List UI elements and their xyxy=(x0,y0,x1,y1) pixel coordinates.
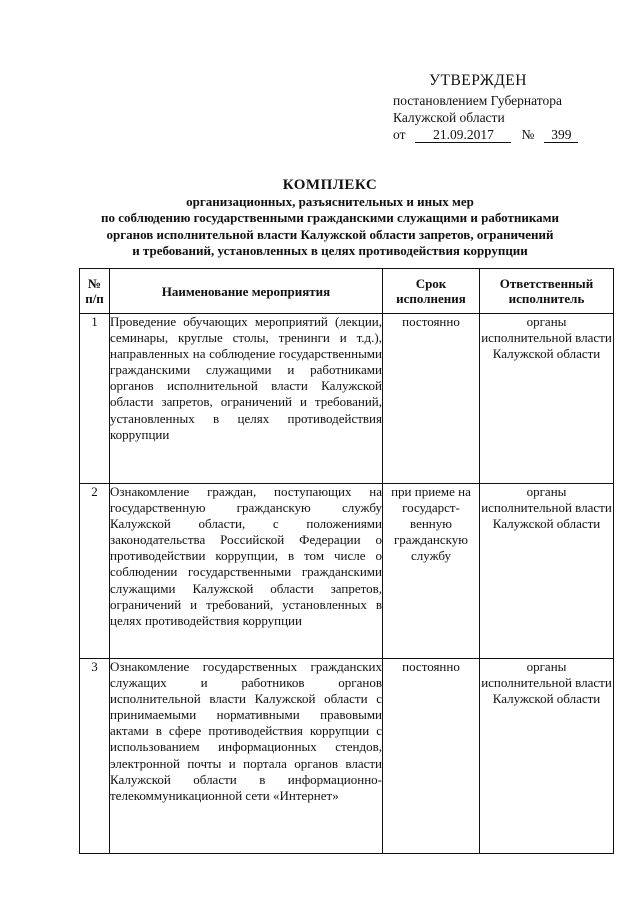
heading-line-2: по соблюдению государственными гражданскими служащими и работниками xyxy=(100,210,559,226)
row-responsible: органы исполнительной власти Калужской области xyxy=(480,314,614,484)
document-heading xyxy=(80,176,580,260)
column-header-responsible-line1: Ответственный xyxy=(499,276,594,291)
approval-stamp xyxy=(393,72,613,143)
column-header-number-line2: п/п xyxy=(85,291,104,306)
approval-date: 21.09.2017 xyxy=(415,127,511,143)
row-term: постоянно xyxy=(383,659,480,854)
heading-line-3: органов исполнительной власти Калужской области запретов, ограничений xyxy=(106,226,554,242)
column-header-name: Наименование мероприятия xyxy=(110,269,383,314)
heading-line-4: и требований, установленных в целях противодействия коррупции xyxy=(132,243,528,259)
column-header-term xyxy=(383,269,480,314)
row-number: 1 xyxy=(80,314,110,484)
number-label: № xyxy=(521,127,535,142)
approval-line-1: постановлением Губернатора xyxy=(393,93,562,108)
column-header-number xyxy=(80,269,110,314)
table-row xyxy=(80,314,614,484)
row-measure-name: Ознакомление государственных гражданских служащих и работников органов исполнительной власти Калужской области с принимаемыми нормативными правовыми актами в сфере противодействия коррупции с использованием информационных стендов, электронной почты и портала органов власти Калужской области в информационно-телекоммуникационной сети «Интернет» xyxy=(110,659,383,854)
approval-line-2: Калужской области xyxy=(393,110,505,125)
row-measure-name: Ознакомление граждан, поступающих на государственную гражданскую службу Калужской области, с положениями законодательства Российской Федерации о противодействии коррупции, в том числе о соблюдении государственными гражданскими служащими Калужской области запретов, ограничений и требований, установленных в целях противодействия коррупции xyxy=(110,484,383,659)
document-title: КОМПЛЕКС xyxy=(282,177,378,193)
approval-number: 399 xyxy=(544,127,578,143)
heading-line-1: организационных, разъяснительных и иных мер xyxy=(186,194,474,209)
measures-table xyxy=(79,268,614,854)
column-header-number-line1: № xyxy=(87,276,102,291)
row-term: постоянно xyxy=(383,314,480,484)
row-term: при приеме на государст-венную гражданскую службу xyxy=(383,484,480,659)
row-responsible: органы исполнительной власти Калужской области xyxy=(480,659,614,854)
table-row xyxy=(80,484,614,659)
row-number: 2 xyxy=(80,484,110,659)
column-header-responsible xyxy=(480,269,614,314)
column-header-term-line2: исполнения xyxy=(396,291,466,306)
date-prefix: от xyxy=(393,127,406,142)
row-responsible: органы исполнительной власти Калужской области xyxy=(480,484,614,659)
row-number: 3 xyxy=(80,659,110,854)
column-header-responsible-line2: исполнитель xyxy=(508,291,585,306)
table-row xyxy=(80,659,614,854)
row-measure-name: Проведение обучающих мероприятий (лекции, семинары, круглые столы, тренинги и т.д.), направленных на соблюдение государственными гражданскими служащими и работниками органов исполнительной власти Калужской области запретов, ограничений и требований, установленных в целях противодействия коррупции xyxy=(110,314,383,484)
approval-title: УТВЕРЖДЕН xyxy=(429,72,527,89)
column-header-term-line1: Срок xyxy=(415,276,447,291)
approval-date-line xyxy=(393,126,613,143)
table-header-row xyxy=(80,269,614,314)
